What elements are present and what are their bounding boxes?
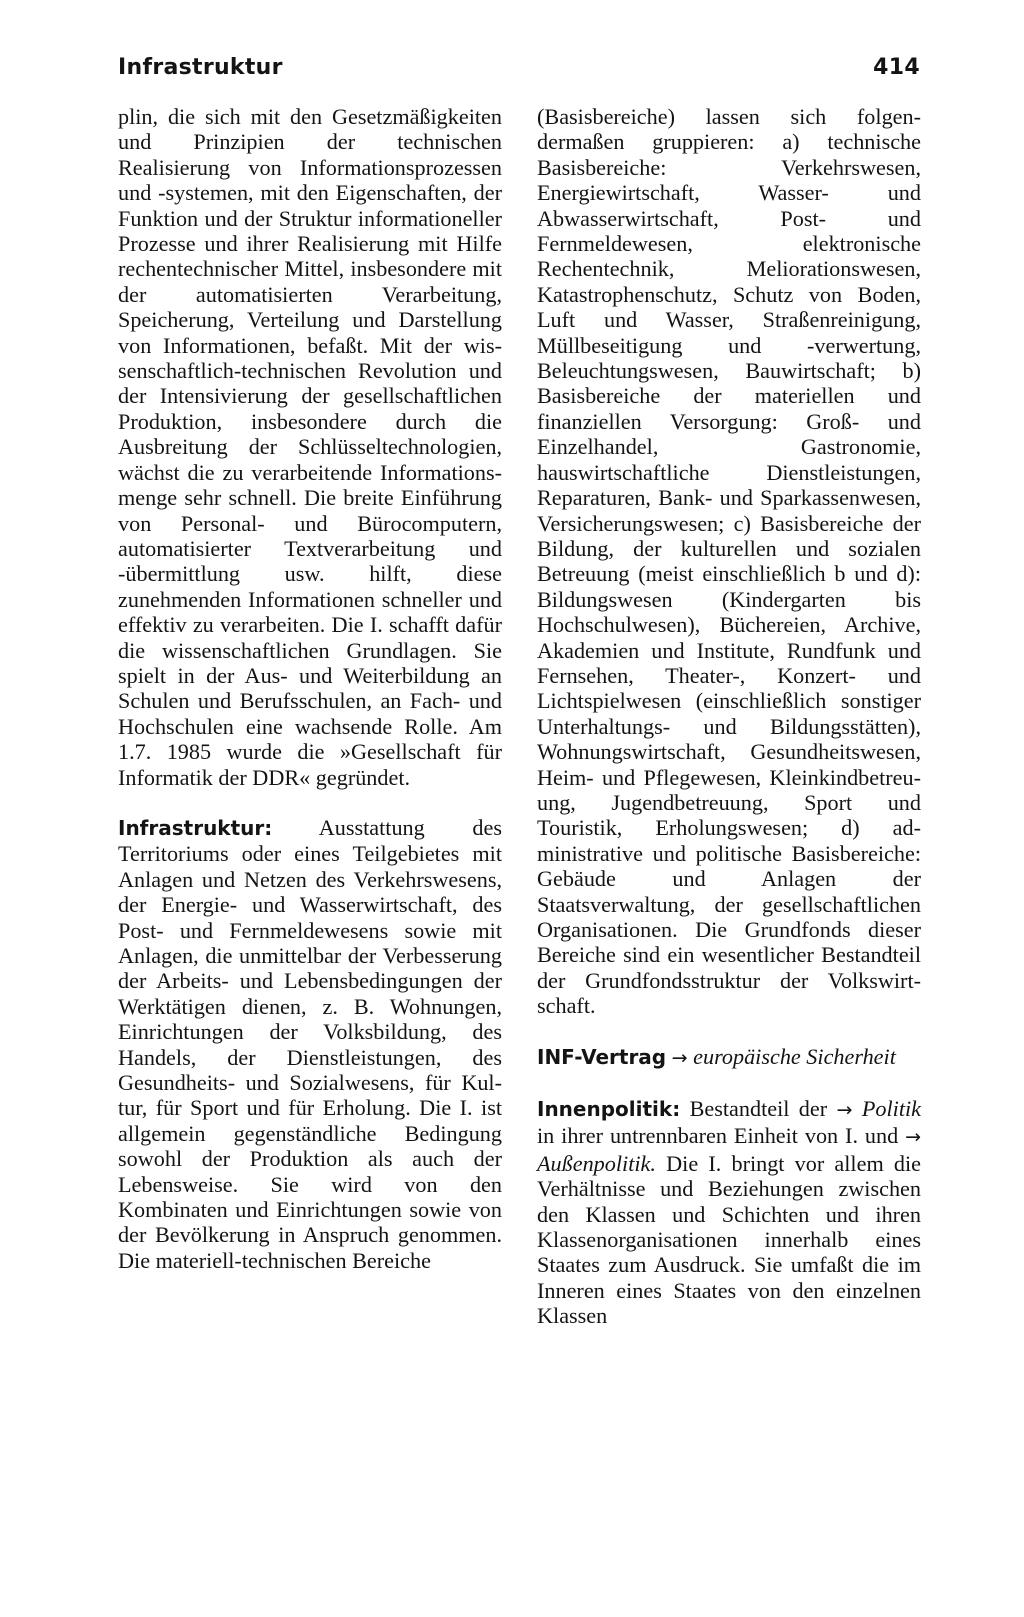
running-head (118, 55, 920, 80)
cross-reference-arrow-icon: → (905, 1126, 921, 1149)
headword-innenpolitik: Innenpolitik: (537, 1097, 681, 1122)
cross-reference-link-politik[interactable]: Politik (861, 1096, 921, 1122)
cross-reference-arrow-icon: → (836, 1099, 853, 1122)
page-number: 414 (873, 55, 920, 80)
cross-reference-link[interactable]: europäische Sicherheit (693, 1043, 896, 1069)
headword-inf-vertrag: INF-Vertrag (537, 1044, 667, 1069)
continuation-paragraph-informatik: plin, die sich mit den Gesetzmäßigkeiten und Prinzipien der technischen Realisierung von Informationsprozessen und -systemen, mit den Eigenschaften, der Funktion und der Struktur informationeller Prozesse und ihrer Realisierung mit Hilfe rechentechnischer Mittel, insbesondere mit der automatisierten Verarbeitung, Speicherung, Verteilung und Darstellung von Informationen, befaßt. Mit der wissenschaftlich-technischen Revolution und der Intensivierung der gesellschaftlichen Produktion, insbesondere durch die Ausbreitung der Schlüsseltechnologien, wächst die zu verarbeitende Informationsmenge sehr schnell. Die breite Einführung von Personal- und Bürocomputern, automatisierter Textverarbeitung und -übermittlung usw. hilft, diese zunehmenden Informationen schneller und effektiv zu verarbeiten. Die I. schafft dafür die wissenschaftlichen Grundlagen. Sie spielt in der Aus- und Weiterbildung an Schulen und Berufsschulen, an Fach- und Hochschulen eine wachsende Rolle. Am 1.7. 1985 wurde die »Gesellschaft für Informatik der DDR« gegründet. (118, 104, 502, 790)
cross-reference-arrow-icon: → (671, 1046, 688, 1069)
left-column (118, 104, 502, 1273)
entry-inf-vertrag (537, 1044, 921, 1071)
entry-text: Bestandteil der (689, 1096, 828, 1122)
headword-infrastruktur: Infrastruktur: (118, 815, 273, 840)
entry-infrastruktur-body: Ausstattung des Territoriums oder eines Teilgebietes mit Anlagen und Netzen des Verkehrswesens, der Energie- und Wasserwirtschaft, des Post- und Fernmeldewesens sowie mit Anlagen, die unmittelbar der Verbesserung der Arbeits- und Lebensbedingungen der Werktätigen dienen, z. B. Wohnungen, Einrichtungen der Volksbildung, des Handels, der Dienstleistungen, des Gesundheits- und Sozialwesens, für Kultur, für Sport und für Erholung. Die I. ist allgemein gegenständliche Bedingung sowohl der Produktion als auch der Lebensweise. Sie wird von den Kombinaten und Einrichtungen sowie von der Bevölkerung in Anspruch genommen. Die materiell-technischen Bereiche (118, 814, 502, 1273)
running-title: Infrastruktur (118, 55, 283, 80)
cross-reference-link-aussenpolitik[interactable]: Außenpolitik. (537, 1150, 656, 1176)
continuation-paragraph-infrastruktur: (Basisbereiche) lassen sich folgendermaßen gruppieren: a) technische Basisbereiche: Verkehrswesen, Energiewirtschaft, Wasser- und Abwasserwirtschaft, Post- und Fernmeldewesen, elektronische Rechentechnik, Meliorationswesen, Katastrophenschutz, Schutz von Boden, Luft und Wasser, Straßenreinigung, Müllbeseitigung und -verwertung, Beleuchtungswesen, Bauwirtschaft; b) Basisbereiche der materiellen und finanziellen Versorgung: Groß- und Einzelhandel, Gastronomie, hauswirtschaftliche Dienstleistungen, Reparaturen, Bank- und Sparkassenwesen, Versicherungswesen; c) Basisbereiche der Bildung, der kulturellen und sozialen Betreuung (meist einschließlich b und d): Bildungswesen (Kindergarten bis Hochschulwesen), Büchereien, Archive, Akademien und Institute, Rundfunk und Fernsehen, Theater-, Konzert- und Lichtspielwesen (einschließlich sonstiger Unterhaltungs- und Bildungsstätten), Wohnungswirtschaft, Gesundheitswesen, Heim- und Pflegewesen, Kleinkindbetreuung, Jugendbetreuung, Sport und Touristik, Erholungswesen; d) administrative und politische Basisbereiche: Gebäude und Anlagen der Staatsverwaltung, der gesellschaftlichen Organisationen. Die Grundfonds dieser Bereiche sind ein wesentlicher Bestandteil der Grundfondsstruktur der Volkswirtschaft. (537, 104, 921, 1019)
entry-innenpolitik (537, 1096, 921, 1329)
entry-text: in ihrer untrennbaren Einheit von I. und (537, 1123, 899, 1149)
right-column (537, 104, 921, 1329)
entry-text: Die I. bringt vor allem die Verhältnisse und Beziehungen zwischen den Klassen und Schichten und ihren Klassenorganisationen innerhalb eines Staates zum Ausdruck. Sie umfaßt die im Inneren eines Staates von den einzelnen Klassen (537, 1150, 921, 1329)
entry-infrastruktur (118, 815, 502, 1273)
